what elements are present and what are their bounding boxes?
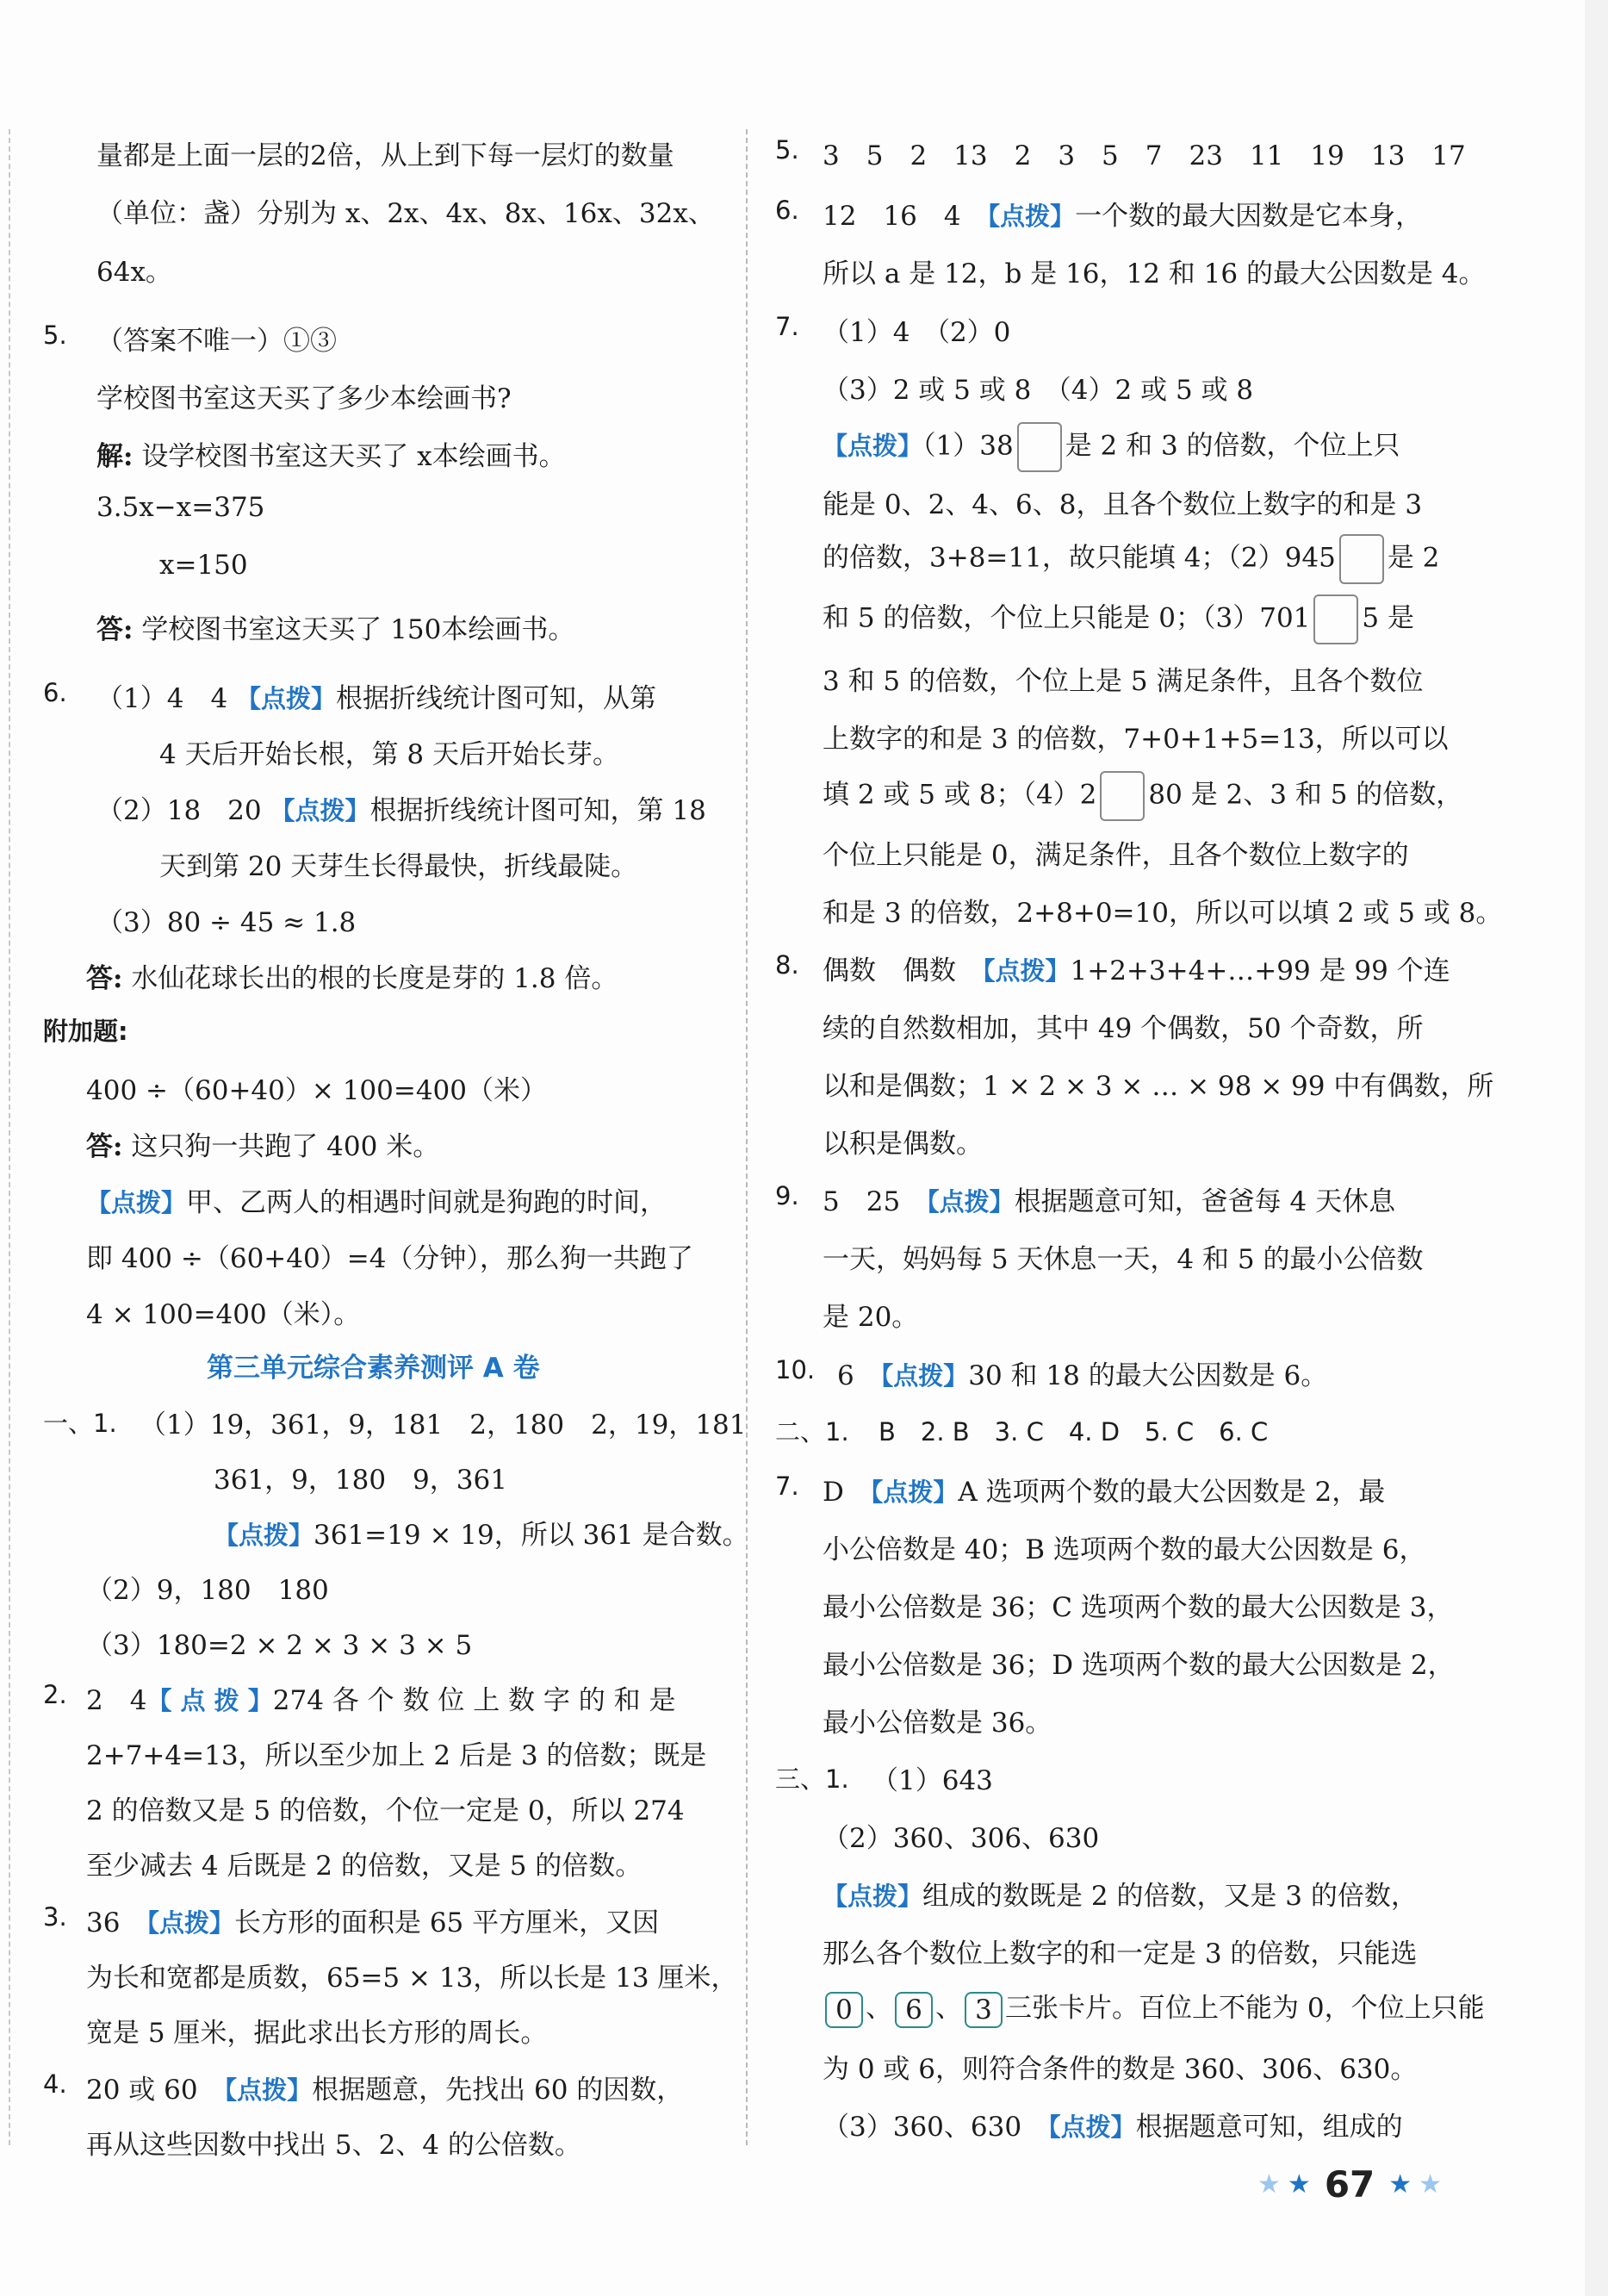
hint-label: 【点拨】 xyxy=(86,1188,187,1217)
hint-text: 三张卡片。百位上不能为 0，个位上只能 xyxy=(1005,1993,1485,2024)
hint-text: 再从这些因数中找出 5、2、4 的公倍数。 xyxy=(86,2130,581,2161)
answer-text: （3）2 或 5 或 8 （4）2 或 5 或 8 xyxy=(823,375,1254,406)
hint-text: 一个数的最大因数是它本身， xyxy=(1075,201,1423,232)
answer-text: 361，9，180 9，361 xyxy=(214,1465,507,1496)
hint-label: 【点拨】 xyxy=(927,1187,1015,1216)
blank-box xyxy=(1339,534,1384,584)
answer-label: 答: xyxy=(86,1131,123,1162)
answer-line xyxy=(86,1678,675,1717)
answer-line xyxy=(86,1124,439,1163)
solution-text: 设学校图书室这天买了 x本绘画书。 xyxy=(141,441,566,472)
answer-text: （2）9，180 180 xyxy=(86,1575,329,1606)
answer-line xyxy=(823,2105,1403,2144)
hint-text: 最小公倍数是 36。 xyxy=(823,1708,1052,1739)
answer-text: 36 xyxy=(86,1907,121,1938)
answer-text: 2 4 xyxy=(86,1685,147,1716)
equation: 3.5x−x=375 xyxy=(96,492,265,523)
hint-label: 【 点 拨 】 xyxy=(146,1686,273,1715)
blank-box xyxy=(1100,771,1145,821)
answer-text: 学校图书室这天买了 150本绘画书。 xyxy=(141,614,575,645)
answer-text: 5 25 xyxy=(823,1186,901,1217)
hint-text: 和是 3 的倍数，2+8+0=10，所以可以填 2 或 5 或 8。 xyxy=(823,898,1503,929)
hint-text: 甲、乙两人的相遇时间就是狗跑的时间， xyxy=(186,1187,667,1218)
question-number: 5. xyxy=(43,320,67,350)
answer-text: （1）19，361，9，181 2，180 2，19，181 xyxy=(140,1409,747,1440)
question-number: 一、1. xyxy=(43,1409,117,1438)
hint-text: 以积是偶数。 xyxy=(823,1129,983,1160)
hint-text: 根据题意可知，组成的 xyxy=(1135,2112,1403,2143)
answer-line xyxy=(823,1470,1385,1509)
equation: 400 ÷（60+40）× 100=400（米） xyxy=(86,1075,548,1106)
answer-label: 答: xyxy=(86,963,123,994)
answer-text: B 2. B 3. C 4. D 5. C 6. C xyxy=(879,1417,1269,1447)
hint-line xyxy=(214,1513,749,1552)
hint-text: 天到第 20 天芽生长得最快，折线最陡。 xyxy=(159,851,638,882)
hint-text: 361=19 × 19，所以 361 是合数。 xyxy=(314,1520,749,1551)
answer-text: （答案不唯一）①③ xyxy=(96,326,337,357)
question-number: 6. xyxy=(43,678,67,707)
hint-text: 80 是 2、3 和 5 的倍数， xyxy=(1148,779,1463,811)
hint-text: （1）38 xyxy=(922,430,1014,462)
hint-text: 根据折线统计图可知，从第 xyxy=(336,683,657,714)
answer-text: （2）360、306、630 xyxy=(823,1823,1100,1854)
answer-text: 6 xyxy=(837,1360,854,1391)
hint-text: 以和是偶数；1 × 2 × 3 × … × 98 × 99 中有偶数，所 xyxy=(823,1071,1494,1102)
hint-line xyxy=(823,534,1439,584)
hint-text: 能是 0、2、4、6、8，且各个数位上数字的和是 3 xyxy=(823,489,1423,520)
hint-label: 【点拨】 xyxy=(823,431,923,461)
answer-text: （2）18 20 xyxy=(96,795,262,826)
star-icon: ★ xyxy=(1388,2168,1412,2200)
hint-text: 填 2 或 5 或 8；（4）2 xyxy=(823,779,1097,811)
star-icon: ★ xyxy=(1419,2168,1443,2200)
answer-text: （1）4 （2）0 xyxy=(823,317,1011,348)
star-icon: ★ xyxy=(1257,2168,1281,2200)
equation: （3）80 ÷ 45 ≈ 1.8 xyxy=(96,907,357,938)
hint-text: 30 和 18 的最大公因数是 6。 xyxy=(968,1360,1328,1391)
hint-text: 根据题意可知，爸爸每 4 天休息 xyxy=(1014,1186,1396,1217)
question-number: 5. xyxy=(775,135,799,165)
answer-text: （1）4 4 xyxy=(96,683,228,714)
hint-text: 3 和 5 的倍数，个位上是 5 满足条件，且各个数位 xyxy=(823,666,1424,697)
answer-text: 这只狗一共跑了 400 米。 xyxy=(131,1131,440,1162)
hint-text: 为 0 或 6，则符合条件的数是 360、306、630。 xyxy=(823,2054,1418,2085)
solution-label: 解: xyxy=(96,441,133,472)
hint-text: 2 的倍数又是 5 的倍数，个位一定是 0，所以 274 xyxy=(86,1795,685,1826)
hint-text: 续的自然数相加，其中 49 个偶数，50 个奇数，所 xyxy=(823,1013,1424,1044)
hint-text: 的倍数，3+8=11，故只能填 4；（2）945 xyxy=(823,542,1336,574)
answer-line xyxy=(823,949,1450,987)
hint-label: 【点拨】 xyxy=(983,956,1071,986)
hint-label: 【点拨】 xyxy=(823,1882,923,1911)
extra-title: 附加题: xyxy=(43,1017,128,1046)
hint-label: 【点拨】 xyxy=(870,1478,959,1507)
hint-text: 个位上只能是 0，满足条件，且各个数位上数字的 xyxy=(823,840,1409,871)
text-line: 量都是上面一层的2倍，从上到下每一层灯的数量 xyxy=(96,140,674,171)
hint-text: 4 天后开始长根，第 8 天后开始长芽。 xyxy=(159,739,620,770)
hint-text: 1+2+3+4+…+99 是 99 个连 xyxy=(1070,955,1450,986)
hint-text: 为长和宽都是质数，65=5 × 13，所以长是 13 厘米， xyxy=(86,1963,738,1994)
page-number: 67 xyxy=(1324,2162,1375,2206)
hint-text: 所以 a 是 12，b 是 16，12 和 16 的最大公因数是 4。 xyxy=(823,258,1486,289)
hint-text: 长方形的面积是 65 平方厘米，又因 xyxy=(233,1907,660,1938)
page-footer xyxy=(1257,2158,1442,2210)
answer-line xyxy=(86,956,618,995)
hint-line xyxy=(823,594,1414,644)
question-number: 6. xyxy=(775,196,799,225)
answer-line xyxy=(86,1901,659,1939)
hint-text: 宽是 5 厘米，据此求出长方形的周长。 xyxy=(86,2018,548,2049)
left-margin-dashes xyxy=(9,129,10,2145)
hint-text: A 选项两个数的最大公因数是 2，最 xyxy=(958,1477,1386,1508)
hint-text: 小公倍数是 40；B 选项两个数的最大公因数是 6， xyxy=(823,1534,1426,1565)
answer-line xyxy=(86,2068,683,2106)
hint-text: 一天，妈妈每 5 天休息一天，4 和 5 的最小公倍数 xyxy=(823,1244,1424,1275)
hint-text: 274 各 个 数 位 上 数 字 的 和 是 xyxy=(272,1685,676,1716)
hint-label: 【点拨】 xyxy=(214,1521,314,1550)
hint-line xyxy=(823,1874,1418,1913)
hint-text: 上数字的和是 3 的倍数，7+0+1+5=13，所以可以 xyxy=(823,724,1449,755)
hint-text: 根据题意，先找出 60 的因数， xyxy=(312,2075,684,2106)
question-number: 7. xyxy=(775,1472,799,1501)
answer-text: 3 5 2 13 2 3 5 7 23 11 19 13 17 xyxy=(823,140,1466,171)
hint-text: 是 2 和 3 的倍数，个位上只 xyxy=(1065,430,1400,462)
question-number: 8. xyxy=(775,950,799,980)
question-number: 二、1. xyxy=(775,1417,849,1447)
hint-text: 至少减去 4 后既是 2 的倍数，又是 5 的倍数。 xyxy=(86,1851,643,1882)
star-icon: ★ xyxy=(1287,2168,1311,2200)
hint-label: 【点拨】 xyxy=(236,684,337,713)
number-card: 6 xyxy=(895,1992,933,2028)
answer-text: 12 16 4 xyxy=(823,201,961,232)
question-text: 学校图书室这天买了多少本绘画书? xyxy=(96,383,512,414)
hint-text: 和 5 的倍数，个位上只能是 0；（3）701 xyxy=(823,602,1311,634)
hint-line xyxy=(86,1180,667,1219)
hint-line: 0 、 6 、 3 三张卡片。百位上不能为 0，个位上只能 xyxy=(823,1986,1485,2028)
hint-text: 最小公倍数是 36；C 选项两个数的最大公因数是 3， xyxy=(823,1592,1454,1623)
answer-text: 20 或 60 xyxy=(86,2075,198,2106)
hint-text: 是 2 xyxy=(1387,542,1440,574)
page-fold-shadow xyxy=(1585,0,1608,2296)
answer-line xyxy=(96,607,574,646)
answer-text: 偶数 偶数 xyxy=(823,955,956,986)
question-number: 7. xyxy=(775,312,799,341)
answer-line xyxy=(823,1179,1395,1218)
equation: x=150 xyxy=(159,550,248,581)
answer-text: （3）180=2 × 2 × 3 × 3 × 5 xyxy=(86,1630,473,1661)
hint-line xyxy=(823,422,1400,472)
answer-text: D xyxy=(823,1477,844,1508)
answer-line xyxy=(96,676,656,715)
answer-line xyxy=(96,788,706,827)
answer-text: （3）360、630 xyxy=(823,2112,1022,2143)
hint-label: 【点拨】 xyxy=(224,2075,313,2105)
hint-label: 【点拨】 xyxy=(987,202,1076,231)
question-number: 3. xyxy=(43,1902,67,1932)
question-number: 10. xyxy=(775,1355,816,1384)
hint-text: 那么各个数位上数字的和一定是 3 的倍数，只能选 xyxy=(823,1938,1418,1969)
hint-text: 最小公倍数是 36；D 选项两个数的最大公因数是 2， xyxy=(823,1650,1455,1681)
text-line: 64x。 xyxy=(96,257,172,288)
hint-text: 2+7+4=13，所以至少加上 2 后是 3 的倍数；既是 xyxy=(86,1740,707,1771)
column-divider xyxy=(746,129,748,2145)
answer-line xyxy=(837,1353,1327,1392)
answer-text: 水仙花球长出的根的长度是芽的 1.8 倍。 xyxy=(131,963,618,994)
answer-text: （1）643 xyxy=(872,1765,993,1796)
hint-text: 是 20。 xyxy=(823,1302,919,1333)
solution-line xyxy=(96,434,566,473)
text-line: （单位：盏）分别为 x、2x、4x、8x、16x、32x、 xyxy=(96,198,715,229)
hint-text: 根据折线统计图可知，第 18 xyxy=(369,795,706,826)
number-card: 0 xyxy=(825,1992,863,2028)
question-number: 4. xyxy=(43,2069,67,2099)
hint-label: 【点拨】 xyxy=(880,1361,969,1391)
section-title: 第三单元综合素养测评 A 卷 xyxy=(207,1353,540,1384)
number-card: 3 xyxy=(965,1992,1003,2028)
answer-line xyxy=(823,194,1422,233)
question-number: 9. xyxy=(775,1181,799,1210)
hint-line xyxy=(823,771,1462,821)
hint-text: 5 是 xyxy=(1362,602,1414,634)
answer-label: 答: xyxy=(96,614,133,645)
question-number: 2. xyxy=(43,1680,67,1709)
hint-text: 4 × 100=400（米）。 xyxy=(86,1299,361,1330)
hint-label: 【点拨】 xyxy=(270,796,370,825)
question-number: 三、1. xyxy=(775,1764,849,1794)
hint-label: 【点拨】 xyxy=(1048,2112,1136,2142)
blank-box xyxy=(1313,594,1358,644)
hint-text: 组成的数既是 2 的倍数，又是 3 的倍数， xyxy=(922,1881,1418,1912)
blank-box xyxy=(1017,422,1062,472)
hint-text: 即 400 ÷（60+40）=4（分钟），那么狗一共跑了 xyxy=(86,1243,693,1274)
hint-label: 【点拨】 xyxy=(146,1908,234,1938)
